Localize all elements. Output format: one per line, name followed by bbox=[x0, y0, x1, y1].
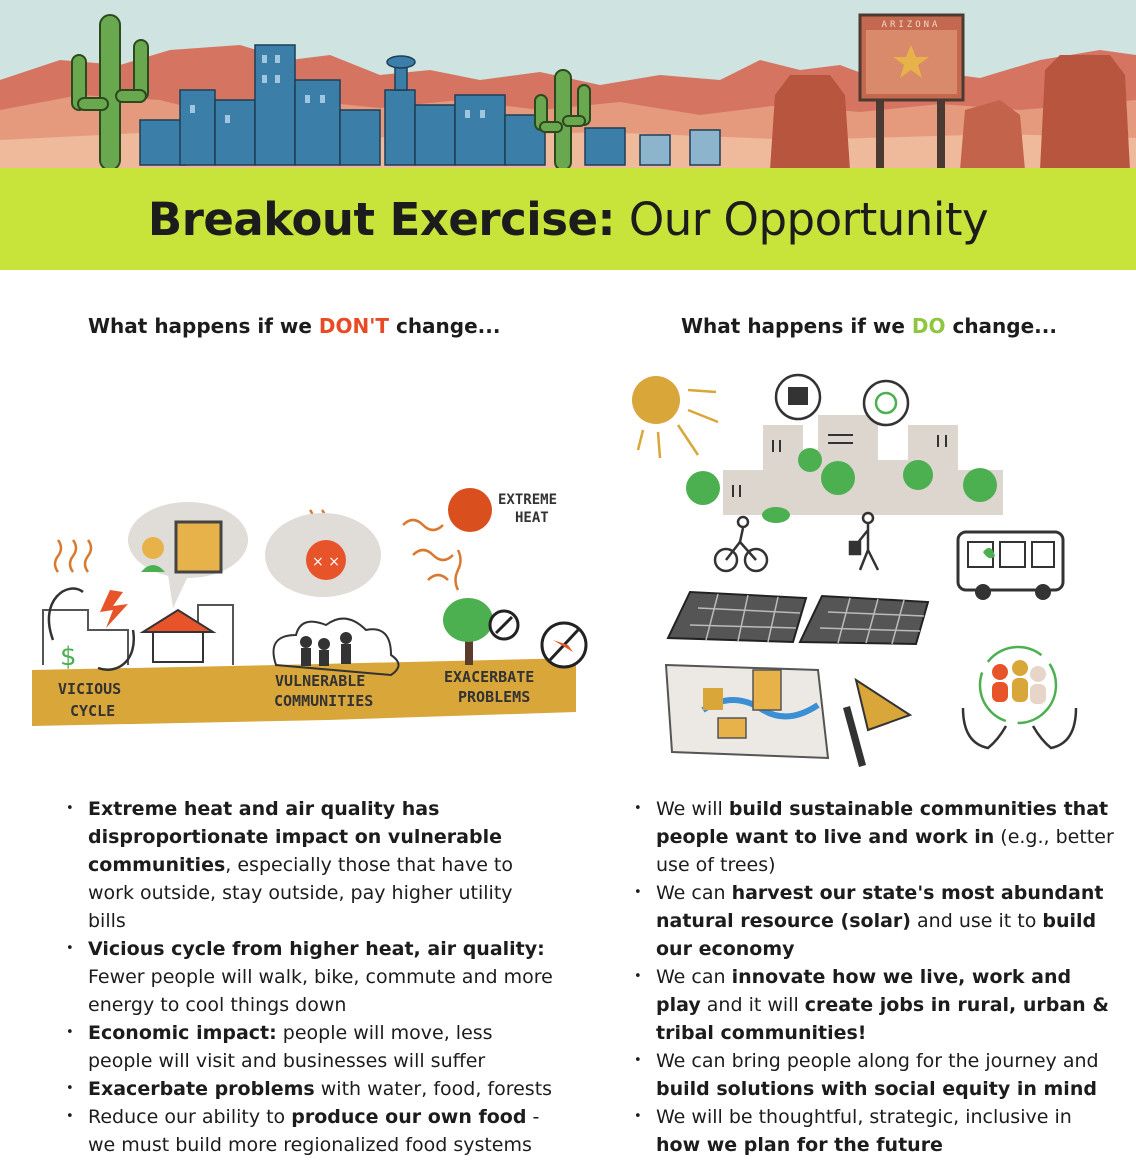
bullet-item bbox=[66, 795, 556, 935]
sun-icon bbox=[632, 376, 680, 424]
bullet-text: We can bring people along for the journey and bbox=[656, 1050, 1099, 1072]
bullet-text: and use it to bbox=[911, 910, 1043, 932]
do-accent: DO bbox=[911, 314, 946, 338]
extreme-heat-label-2: HEAT bbox=[515, 510, 549, 526]
do-change-heading bbox=[681, 314, 1057, 338]
arizona-sign-text: ARIZONA bbox=[881, 20, 941, 30]
bullet-bold: Extreme heat and air quality has disproportionate impact on vulnerable communities bbox=[88, 798, 502, 876]
walking-person-icon bbox=[850, 513, 878, 570]
exacerbate-label-1: EXACERBATE bbox=[444, 668, 535, 686]
bullet-item bbox=[66, 935, 556, 1019]
dont-change-heading bbox=[88, 314, 500, 338]
bullet-item bbox=[634, 795, 1114, 879]
bullet-text: with water, food, forests bbox=[314, 1078, 553, 1100]
vulnerable-label-2: COMMUNITIES bbox=[274, 692, 374, 710]
bullet-item bbox=[66, 1075, 556, 1103]
cyclist-icon bbox=[715, 517, 767, 571]
heading-text: What happens if we bbox=[681, 314, 912, 338]
community-hands-icon bbox=[963, 647, 1076, 748]
bullet-text: We can bbox=[656, 966, 732, 988]
happy-bubble-icon bbox=[864, 381, 908, 425]
bullet-item bbox=[634, 1047, 1114, 1103]
bullet-item bbox=[634, 963, 1114, 1047]
bullet-bold: build sustainable communities that people want to live and work in bbox=[656, 798, 1109, 848]
vulnerable-label-1: VULNERABLE bbox=[275, 672, 366, 690]
ruler-icon bbox=[856, 680, 910, 730]
bullet-text: - we must build more regionalized food systems bbox=[88, 1106, 540, 1156]
heading-text: What happens if we bbox=[88, 314, 319, 338]
bullet-bold: Economic impact: bbox=[88, 1022, 277, 1044]
dont-change-illustration bbox=[28, 480, 588, 740]
bullet-text: (e.g., better use of trees) bbox=[656, 826, 1114, 876]
bullet-text: We can bbox=[656, 882, 732, 904]
sweating-person-icon bbox=[142, 537, 164, 559]
dont-change-bullet-list bbox=[66, 795, 556, 1159]
solar-panel-icon bbox=[668, 592, 928, 644]
bullet-bold: harvest our state's most abundant natural resource (solar) bbox=[656, 882, 1104, 932]
vicious-cycle-label-2: CYCLE bbox=[70, 702, 116, 720]
planning-map-icon bbox=[666, 665, 828, 758]
bullet-text: We will bbox=[656, 798, 729, 820]
page-title-light: Our Opportunity bbox=[628, 192, 989, 246]
tree-icon bbox=[443, 598, 493, 665]
pencil-icon bbox=[843, 706, 866, 767]
bullet-bold: Exacerbate problems bbox=[88, 1078, 315, 1100]
bus-icon bbox=[958, 532, 1063, 600]
bullet-text: We will be thoughtful, strategic, inclusive in bbox=[656, 1106, 1072, 1128]
bullet-item bbox=[66, 1019, 556, 1075]
title-band bbox=[0, 168, 1136, 270]
bullet-item bbox=[634, 879, 1114, 963]
page-title-bold: Breakout Exercise: bbox=[147, 192, 615, 246]
dont-accent: DON'T bbox=[318, 314, 389, 338]
do-change-illustration bbox=[628, 370, 1118, 770]
vicious-cycle-label-1: VICIOUS bbox=[58, 680, 122, 698]
heading-text: change... bbox=[389, 314, 501, 338]
sun-icon bbox=[448, 488, 492, 532]
bullet-bold: build our economy bbox=[656, 910, 1097, 960]
bullet-text: Fewer people will walk, bike, commute and more energy to cool things down bbox=[88, 966, 553, 1016]
house-icon bbox=[143, 610, 213, 662]
window-icon bbox=[176, 522, 221, 572]
page-title bbox=[148, 193, 988, 246]
bullet-item bbox=[66, 1103, 556, 1159]
heading-text: change... bbox=[945, 314, 1057, 338]
bullet-text: , especially those that have to work outside, stay outside, pay higher utility bills bbox=[88, 854, 514, 932]
bullet-bold: produce our own food bbox=[291, 1106, 527, 1128]
bullet-text: and it will bbox=[700, 994, 805, 1016]
lightning-icon bbox=[100, 590, 128, 628]
bullet-item bbox=[634, 1103, 1114, 1159]
dollar-icon: $ bbox=[60, 642, 77, 672]
arizona-skyline-banner bbox=[0, 0, 1136, 170]
do-change-bullet-list bbox=[634, 795, 1114, 1159]
bullet-bold: how we plan for the future bbox=[656, 1134, 943, 1156]
bullet-text: Reduce our ability to bbox=[88, 1106, 292, 1128]
bullet-text: people will move, less people will visit and businesses will suffer bbox=[88, 1022, 493, 1072]
bullet-bold: build solutions with social equity in mind bbox=[656, 1078, 1097, 1100]
exacerbate-label-2: PROBLEMS bbox=[458, 688, 531, 706]
bullet-bold: create jobs in rural, urban & tribal communities! bbox=[656, 994, 1109, 1044]
svg-text:× ×: × × bbox=[312, 554, 340, 570]
bullet-bold: innovate how we live, work and play bbox=[656, 966, 1072, 1016]
people-icon bbox=[300, 632, 352, 666]
extreme-heat-label-1: EXTREME bbox=[498, 492, 558, 508]
bullet-bold: Vicious cycle from higher heat, air quality: bbox=[88, 938, 545, 960]
